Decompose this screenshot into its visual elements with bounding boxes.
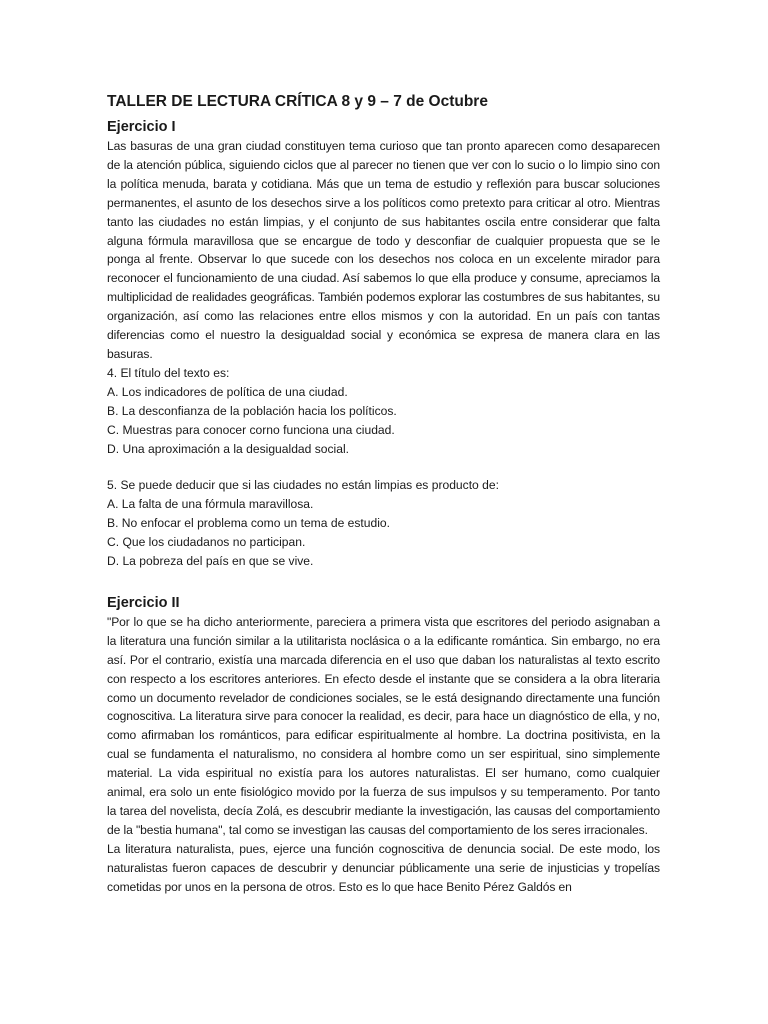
exercise-1-passage: Las basuras de una gran ciudad constituyen tema curioso que tan pronto aparecen como desaparecen de la atención pública, siguiendo ciclos que al parecer no tienen que ver con lo sucio o lo limpio sino con la política menuda, barata y cotidiana. Más que un tema de estudio y reflexión para buscar soluciones permanentes, el asunto de los desechos sirve a los políticos como pretexto para criticar al otro. Mientras tanto las ciudades no están limpias, y el conjunto de sus habitantes oscila entre considerar que falta alguna fórmula maravillosa que se encargue de todo y desconfiar de cualquier propuesta que se le ponga al frente. Observar lo que sucede con los desechos nos coloca en un excelente mirador para reconocer el funcionamiento de una ciudad. Así sabemos lo que ella produce y consume, apreciamos la multiplicidad de realidades geográficas. También podemos explorar las costumbres de sus habitantes, su organización, así como las relaciones entre ellos mismos y con la autoridad. En un país con tantas diferencias como el nuestro la desigualdad social y económica se expresa de manera clara en las basuras.: [107, 139, 660, 361]
question-4-option-d: D. Una aproximación a la desigualdad social.: [107, 441, 350, 456]
question-5-option-c: C. Que los ciudadanos no participan.: [107, 535, 306, 550]
question-5-option-d: D. La pobreza del país en que se vive.: [107, 554, 314, 569]
question-5-option-b: B. No enfocar el problema como un tema de estudio.: [107, 516, 391, 531]
document-title: TALLER DE LECTURA CRÍTICA 8 y 9 – 7 de Octubre: [107, 93, 488, 110]
question-4-option-a: A. Los indicadores de política de una ciudad.: [107, 384, 348, 399]
document-page: [107, 92, 660, 897]
spacer: [107, 458, 660, 476]
exercise-2-heading: Ejercicio II: [107, 594, 180, 611]
exercise-1-heading: Ejercicio I: [107, 119, 176, 135]
exercise-2-passage-1: "Por lo que se ha dicho anteriormente, pareciera a primera vista que escritores del periodo asignaban a la literatura una función similar a la utilitarista noclásica o a la edificante romántica. Sin embargo, no era así. Por el contrario, existía una marcada diferencia en el uso que daban los naturalistas al texto escrito con respecto a los escritores anteriores. En efecto desde el instante que se considera a la obra literaria como un documento revelador de condiciones sociales, se le está designando directamente una función cognoscitiva. La literatura sirve para conocer la realidad, es decir, para hace un diagnóstico de ella, y no, como afirmaban los románticos, para edificar espiritualmente al hombre. La doctrina positivista, en la cual se fundamenta el naturalismo, no considera al hombre como un ser espiritual, sino simplemente material. La vida espiritual no existía para los autores naturalistas. El ser humano, como cualquier animal, era solo un ente fisiológico movido por la fuerza de sus impulsos y su temperamento. Por tanto la tarea del novelista, decía Zolá, es descubrir mediante la investigación, las causas del comportamiento de la "bestia humana", tal como se investigan las causas del comportamiento de los seres irracionales.: [107, 614, 660, 837]
question-5-option-a: A. La falta de una fórmula maravillosa.: [107, 497, 314, 512]
question-4-stem: 4. El título del texto es:: [107, 365, 230, 380]
question-4-option-c: C. Muestras para conocer corno funciona una ciudad.: [107, 422, 395, 437]
question-5: [107, 476, 660, 571]
question-4: [107, 364, 660, 459]
question-4-option-b: B. La desconfianza de la población hacia los políticos.: [107, 403, 397, 418]
exercise-2-passage-2: La literatura naturalista, pues, ejerce una función cognoscitiva de denuncia social. De este modo, los naturalistas fueron capaces de descubrir y denunciar públicamente una serie de injusticias y tropelías cometidas por unos en la persona de otros. Esto es lo que hace Benito Pérez Galdós en: [107, 841, 660, 894]
question-5-stem: 5. Se puede deducir que si las ciudades no están limpias es producto de:: [107, 478, 499, 493]
spacer: [107, 571, 660, 593]
